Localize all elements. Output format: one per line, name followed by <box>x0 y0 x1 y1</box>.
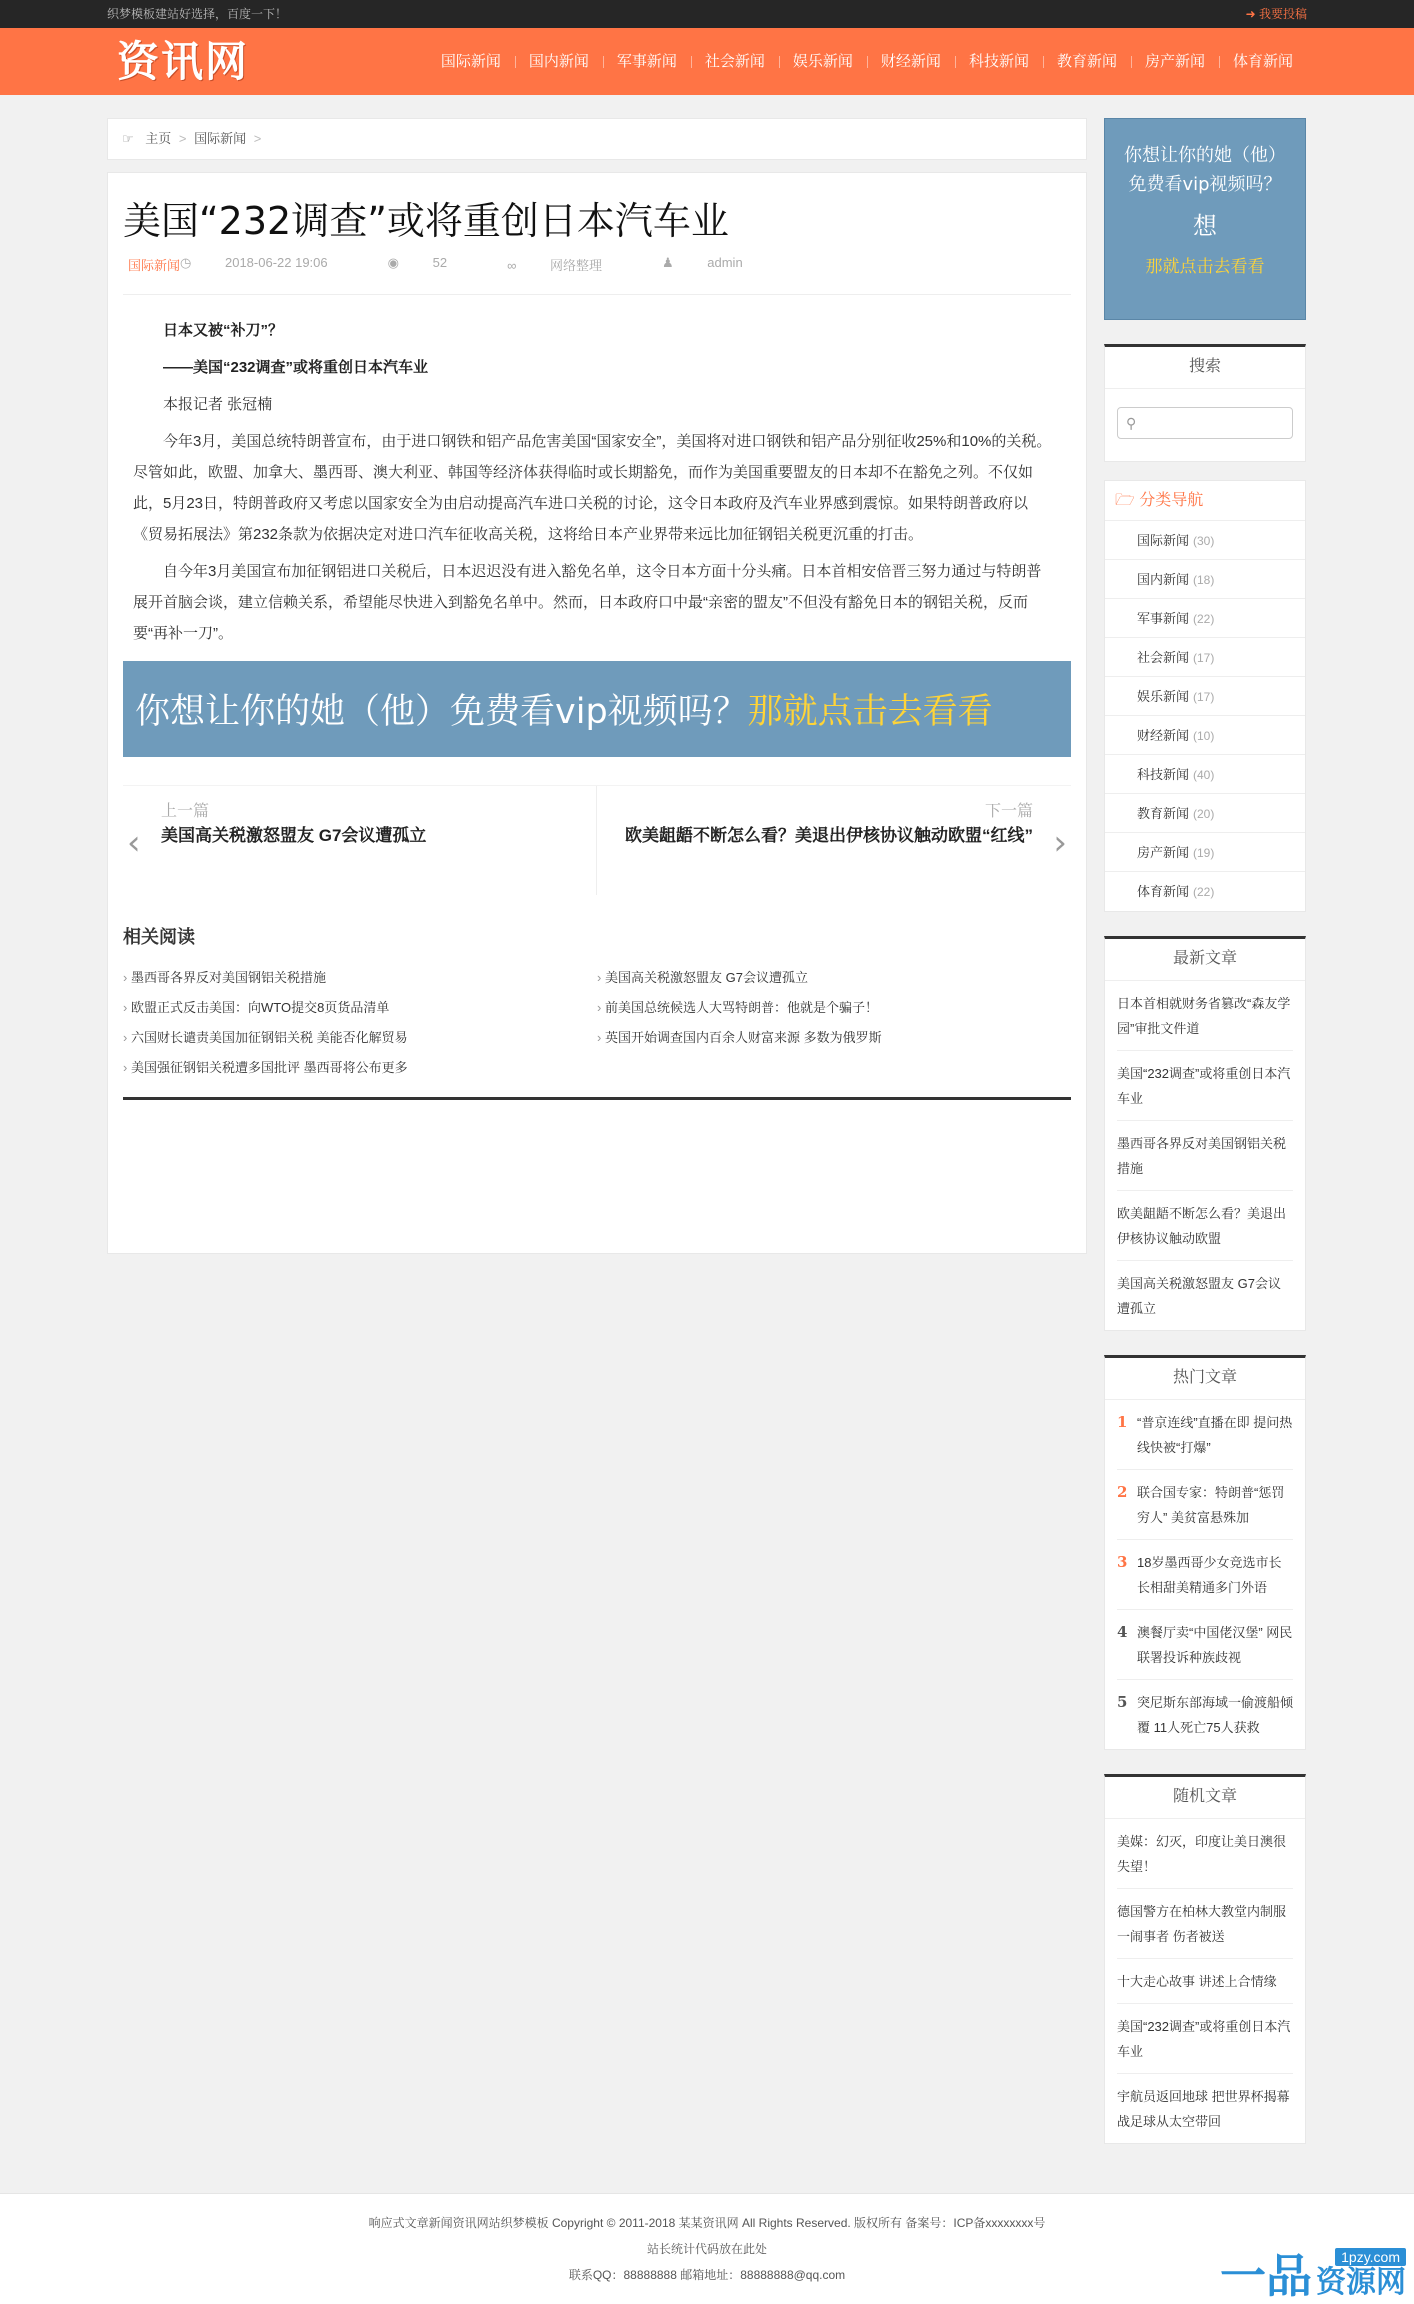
random-item[interactable]: 德国警方在柏林大教堂内制服一闹事者 伤者被送 <box>1117 1889 1293 1959</box>
prev-article-link[interactable] <box>123 786 597 895</box>
nav-item-entertainment[interactable]: 娱乐新闻 <box>779 28 867 95</box>
latest-item[interactable]: 美国“232调查”或将重创日本汽车业 <box>1117 1051 1293 1121</box>
nav-item-education[interactable]: 教育新闻 <box>1043 28 1131 95</box>
submit-article-link[interactable]: ➜ 我要投稿 <box>1245 7 1307 21</box>
nav-item-tech[interactable]: 科技新闻 <box>955 28 1043 95</box>
breadcrumb-separator: > <box>253 131 262 146</box>
category-item[interactable]: 财经新闻 (10) <box>1105 716 1305 755</box>
sidebar-vip-ad[interactable] <box>1104 118 1306 320</box>
eye-icon: ◉ <box>387 255 403 270</box>
hot-title: 热门文章 <box>1105 1358 1305 1400</box>
clock-icon: ◷ <box>180 255 195 270</box>
related-item[interactable]: › 欧盟正式反击美国：向WTO提交8页货品清单 <box>123 993 597 1023</box>
article-paragraph: 本报记者 张冠楠 <box>163 396 273 413</box>
footer-contact: 联系QQ：88888888 邮箱地址：88888888@qq.com <box>568 2268 846 2282</box>
search-title: 搜索 <box>1105 347 1305 389</box>
random-item[interactable]: 美媒：幻灭，印度让美日澳很失望！ <box>1117 1819 1293 1889</box>
article-paragraph: 自今年3月美国宣布加征钢铝进口关税后，日本迟迟没有进入豁免名单，这令日本方面十分头痛。日本首相安倍晋三努力通过与特朗普展开首脑会谈，建立信赖关系，希望能尽快进入到豁免名单中。然而，日本政府口中最“亲密的盟友”不但没有豁免日本的钢铝关税，反而要“再补一刀”。 <box>133 563 1042 642</box>
random-title: 随机文章 <box>1105 1777 1305 1819</box>
breadcrumb-home[interactable]: 主页 <box>145 131 172 146</box>
site-header <box>0 28 1414 95</box>
hot-item[interactable]: 4 澳餐厅卖“中国佬汉堡” 网民联署投诉种族歧视 <box>1117 1610 1293 1680</box>
submit-icon: ➜ <box>1245 7 1259 21</box>
breadcrumb <box>107 118 1087 160</box>
watermark-name: 资源网 <box>1316 2265 1406 2300</box>
category-item[interactable]: 房产新闻 (19) <box>1105 833 1305 872</box>
site-footer <box>0 2193 1414 2304</box>
nav-item-international[interactable]: 国际新闻 <box>440 53 501 70</box>
random-item[interactable]: 美国“232调查”或将重创日本汽车业 <box>1117 2004 1293 2074</box>
search-box <box>1104 344 1306 462</box>
category-item[interactable]: 社会新闻 (17) <box>1105 638 1305 677</box>
watermark-glyph: 一品 <box>1220 2249 1312 2303</box>
category-nav-title: 🗁 分类导航 <box>1105 481 1305 521</box>
article-title: 美国“232调查”或将重创日本汽车业 <box>123 199 729 243</box>
prev-next-nav <box>123 785 1071 895</box>
article-category-link[interactable]: 国际新闻 <box>128 258 181 273</box>
related-item[interactable]: › 美国强征钢铝关税遭多国批评 墨西哥将公布更多 <box>123 1053 597 1083</box>
related-item[interactable]: › 前美国总统候选人大骂特朗普：他就是个骗子！ <box>597 993 1071 1023</box>
article-paragraph: ——美国“232调查”或将重创日本汽车业 <box>163 359 429 376</box>
article-author: ♟ admin <box>661 255 743 270</box>
main-content <box>107 118 1087 1254</box>
hot-item[interactable]: 3 18岁墨西哥少女竞选市长 长相甜美精通多门外语 <box>1117 1540 1293 1610</box>
category-item[interactable]: 国际新闻 (30) <box>1105 521 1305 560</box>
category-item[interactable]: 体育新闻 (22) <box>1137 884 1215 899</box>
random-articles <box>1104 1774 1306 2144</box>
article-body <box>123 295 1071 649</box>
category-item[interactable]: 军事新闻 (22) <box>1105 599 1305 638</box>
article-source: ∞ 网络整理 <box>507 258 602 273</box>
next-label: 下一篇 <box>984 803 1033 820</box>
category-item[interactable]: 科技新闻 (40) <box>1105 755 1305 794</box>
prev-label: 上一篇 <box>161 803 210 820</box>
user-icon: ♟ <box>661 255 678 270</box>
related-list <box>123 963 1071 1100</box>
next-article-link[interactable] <box>597 786 1071 895</box>
folder-icon: 🗁 <box>1115 492 1140 509</box>
home-icon: ☞ <box>122 131 134 146</box>
sidebar <box>1104 118 1306 2144</box>
latest-title: 最新文章 <box>1105 939 1305 981</box>
nav-item-sports[interactable]: 体育新闻 <box>1219 28 1307 95</box>
category-item[interactable]: 教育新闻 (20) <box>1105 794 1305 833</box>
article-date: ◷ 2018-06-22 19:06 <box>180 255 328 270</box>
nav-item-finance[interactable]: 财经新闻 <box>867 28 955 95</box>
related-item[interactable]: › 英国开始调查国内百余人财富来源 多数为俄罗斯 <box>597 1023 1071 1053</box>
latest-item[interactable]: 日本首相就财务省篡改“森友学园”审批文件道 <box>1117 981 1293 1051</box>
main-nav <box>427 28 1307 95</box>
nav-item-society[interactable]: 社会新闻 <box>691 28 779 95</box>
prev-title: 美国高关税激怒盟友 G7会议遭孤立 <box>161 826 427 845</box>
search-input[interactable] <box>1117 407 1293 439</box>
related-item[interactable]: › 墨西哥各界反对美国钢铝关税措施 <box>123 963 597 993</box>
category-nav <box>1104 480 1306 912</box>
nav-item-realestate[interactable]: 房产新闻 <box>1131 28 1219 95</box>
ad-cta: 那就点击去看看 <box>1145 257 1265 277</box>
related-item[interactable]: › 六国财长谴责美国加征钢铝关税 美能否化解贸易 <box>123 1023 597 1053</box>
nav-item-military[interactable]: 军事新闻 <box>603 28 691 95</box>
top-bar-slogan: 织梦模板建站好选择，百度一下！ <box>107 7 288 21</box>
top-bar <box>0 0 1414 28</box>
banner-text: 你想让你的她（他）免费看vip视频吗？ <box>135 692 748 732</box>
site-logo[interactable]: 资讯网 <box>117 37 250 86</box>
category-item[interactable]: 国内新闻 (18) <box>1105 560 1305 599</box>
next-title: 欧美龃龉不断怎么看？美退出伊核协议触动欧盟“红线” <box>625 826 1033 845</box>
footer-copyright: 响应式文章新闻资讯网站织梦模板 Copyright © 2011-2018 某某资讯网 All Rights Reserved. 版权所有 备案号：ICP备xxxxxxxx号 <box>368 2216 1046 2230</box>
nav-item-domestic[interactable]: 国内新闻 <box>515 28 603 95</box>
search-icon: ⚲ <box>1126 414 1137 431</box>
hot-item[interactable]: 5 突尼斯东部海域一偷渡船倾覆 11人死亡75人获救 <box>1117 1693 1294 1735</box>
chevron-left-icon: ‹ <box>127 823 141 863</box>
related-item[interactable]: › 美国高关税激怒盟友 G7会议遭孤立 <box>597 963 1071 993</box>
vip-video-banner[interactable] <box>123 661 1071 757</box>
ad-line-1: 你想让你的她（他） <box>1124 145 1286 166</box>
article-paragraph: 今年3月，美国总统特朗普宣布，由于进口钢铁和铝产品危害美国“国家安全”，美国将对进口钢铁和铝产品分别征收25%和10%的关税。尽管如此，欧盟、加拿大、墨西哥、澳大利亚、韩国等经济体获得临时或长期豁免，而作为美国重要盟友的日本却不在豁免之列。不仅如此，5月23日，特朗普政府又考虑以国家安全为由启动提高汽车进口关税的讨论，这令日本政府及汽车业界感到震惊。如果特朗普政府以《贸易拓展法》第232条款为依据决定对进口汽车征收高关税，这将给日本产业界带来远比加征钢铝关税更沉重的打击。 <box>133 433 1052 543</box>
related-title: 相关阅读 <box>123 927 195 947</box>
footer-stats: 站长统计代码放在此处 <box>646 2242 767 2256</box>
breadcrumb-section[interactable]: 国际新闻 <box>194 131 247 146</box>
hot-item[interactable]: 1 “普京连线”直播在即 提问热线快被“打爆” <box>1117 1400 1293 1470</box>
chevron-right-icon: › <box>1053 823 1067 863</box>
random-item[interactable]: 宇航员返回地球 把世界杯揭幕战足球从太空带回 <box>1117 2089 1290 2129</box>
category-item[interactable]: 娱乐新闻 (17) <box>1105 677 1305 716</box>
breadcrumb-separator: > <box>178 131 187 146</box>
latest-item[interactable]: 欧美龃龉不断怎么看？美退出伊核协议触动欧盟 <box>1117 1191 1293 1261</box>
article-card <box>107 172 1087 1254</box>
article-paragraph: 日本又被“补刀”？ <box>163 322 284 339</box>
article-meta <box>123 255 1071 295</box>
link-icon: ∞ <box>507 258 520 273</box>
watermark-logo <box>1220 2248 1406 2303</box>
latest-articles <box>1104 936 1306 1331</box>
ad-big-text: 想 <box>1193 212 1217 240</box>
latest-item[interactable]: 墨西哥各界反对美国钢铝关税措施 <box>1117 1121 1293 1191</box>
article-views: ◉ 52 <box>387 255 448 270</box>
hot-item[interactable]: 2 联合国专家：特朗普“惩罚穷人” 美贫富悬殊加 <box>1117 1470 1293 1540</box>
ad-line-2: 免费看vip视频吗？ <box>1128 174 1282 195</box>
random-item[interactable]: 十大走心故事 讲述上合情缘 <box>1117 1959 1293 2004</box>
hot-articles <box>1104 1355 1306 1750</box>
banner-highlight: 那就点击去看看 <box>747 692 993 732</box>
watermark-url: 1pzy.com <box>1335 2248 1406 2266</box>
latest-item[interactable]: 美国高关税激怒盟友 G7会议遭孤立 <box>1117 1276 1281 1316</box>
